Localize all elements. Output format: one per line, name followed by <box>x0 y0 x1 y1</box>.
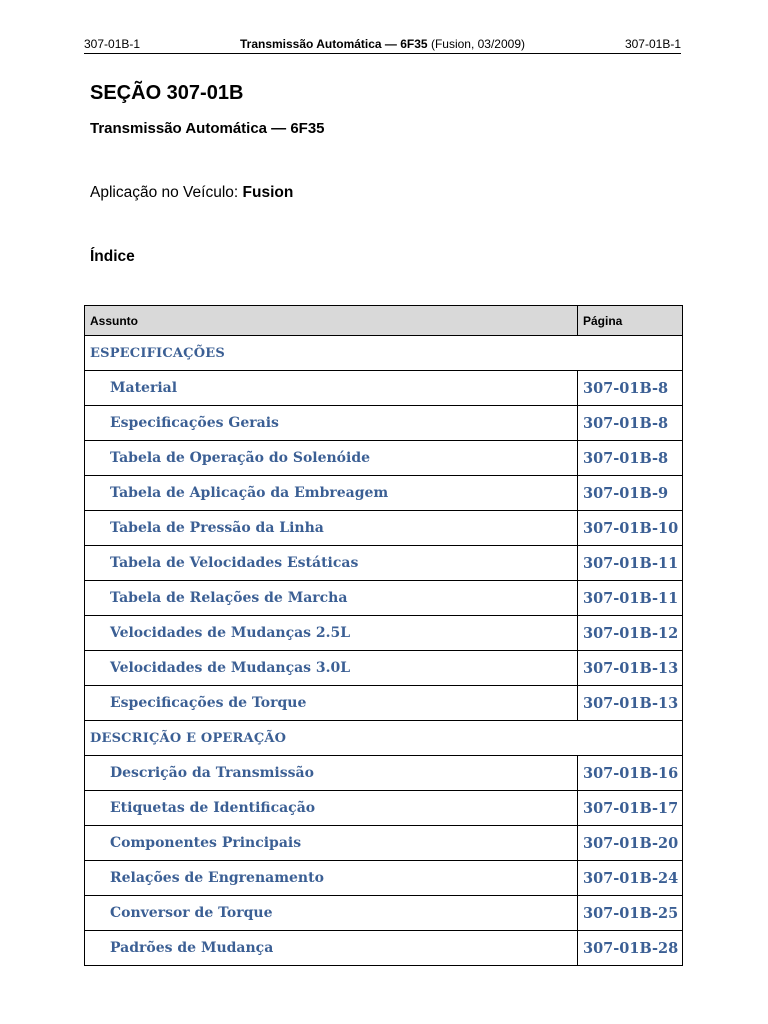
vehicle-application-value: Fusion <box>242 184 294 201</box>
section-subtitle: Transmissão Automática — 6F35 <box>90 120 325 137</box>
toc-entry-subject <box>85 546 578 581</box>
toc-entry-row <box>85 511 683 546</box>
toc-entry-row <box>85 581 683 616</box>
toc-category-row <box>85 336 683 371</box>
toc-page-link[interactable]: 307-01B-10 <box>583 519 679 537</box>
toc-entry-link-tabela-de-velocidades-estaticas[interactable]: Tabela de Velocidades Estáticas <box>110 555 359 571</box>
toc-entry-subject <box>85 371 578 406</box>
toc-entry-page <box>578 931 683 966</box>
header-divider <box>84 53 681 54</box>
toc-entry-row <box>85 686 683 721</box>
section-title: SEÇÃO 307-01B <box>90 82 244 104</box>
toc-entry-row <box>85 371 683 406</box>
toc-entry-page <box>578 651 683 686</box>
toc-entry-page <box>578 371 683 406</box>
toc-entry-row <box>85 476 683 511</box>
toc-entry-link-especificacoes-de-torque[interactable]: Especificações de Torque <box>110 695 307 711</box>
toc-entry-link-especificacoes-gerais[interactable]: Especificações Gerais <box>110 415 279 431</box>
toc-page-link[interactable]: 307-01B-8 <box>583 414 669 432</box>
toc-page-link[interactable]: 307-01B-28 <box>583 939 679 957</box>
toc-entry-link-velocidades-de-mudancas-2-5l[interactable]: Velocidades de Mudanças 2.5L <box>110 625 351 641</box>
toc-entry-row <box>85 756 683 791</box>
toc-entry-page <box>578 581 683 616</box>
toc-entry-page <box>578 511 683 546</box>
toc-entry-page <box>578 861 683 896</box>
toc-page-link[interactable]: 307-01B-8 <box>583 449 669 467</box>
toc-entry-subject <box>85 476 578 511</box>
toc-page-link[interactable]: 307-01B-24 <box>583 869 679 887</box>
toc-entry-page <box>578 616 683 651</box>
toc-category-row <box>85 721 683 756</box>
toc-category-link[interactable]: ESPECIFICAÇÕES <box>90 345 225 361</box>
toc-header-row <box>85 306 683 336</box>
toc-entry-page <box>578 441 683 476</box>
toc-entry-subject <box>85 791 578 826</box>
index-title: Índice <box>90 248 135 265</box>
toc-entry-subject <box>85 931 578 966</box>
toc-page-link[interactable]: 307-01B-11 <box>583 554 679 572</box>
toc-page-link[interactable]: 307-01B-20 <box>583 834 679 852</box>
toc-entry-row <box>85 826 683 861</box>
toc-entry-subject <box>85 826 578 861</box>
toc-entry-row <box>85 896 683 931</box>
toc-page-link[interactable]: 307-01B-16 <box>583 764 679 782</box>
toc-entry-subject <box>85 441 578 476</box>
toc-entry-subject <box>85 896 578 931</box>
toc-entry-subject <box>85 861 578 896</box>
toc-entry-link-tabela-de-operacao-do-solenoide[interactable]: Tabela de Operação do Solenóide <box>110 450 371 466</box>
toc-entry-page <box>578 826 683 861</box>
header-page-number-left: 307-01B-1 <box>84 37 141 51</box>
toc-entry-link-tabela-de-pressao-da-linha[interactable]: Tabela de Pressão da Linha <box>110 520 324 536</box>
toc-entry-page <box>578 791 683 826</box>
toc-entry-row <box>85 546 683 581</box>
toc-entry-row <box>85 441 683 476</box>
toc-page-link[interactable]: 307-01B-25 <box>583 904 679 922</box>
toc-entry-page <box>578 546 683 581</box>
header-title-detail: (Fusion, 03/2009) <box>427 37 525 51</box>
toc-page-link[interactable]: 307-01B-12 <box>583 624 679 642</box>
toc-entry-subject <box>85 581 578 616</box>
toc-entry-subject <box>85 651 578 686</box>
toc-entry-page <box>578 686 683 721</box>
toc-entry-link-velocidades-de-mudancas-3-0l[interactable]: Velocidades de Mudanças 3.0L <box>110 660 351 676</box>
header-page-number-right: 307-01B-1 <box>624 37 681 51</box>
toc-entry-subject <box>85 511 578 546</box>
toc-entry-link-padroes-de-mudanca[interactable]: Padrões de Mudança <box>110 940 274 956</box>
toc-table <box>84 305 683 966</box>
toc-entry-link-conversor-de-torque[interactable]: Conversor de Torque <box>110 905 273 921</box>
toc-entry-link-descricao-da-transmissao[interactable]: Descrição da Transmissão <box>110 765 314 781</box>
toc-entry-subject <box>85 686 578 721</box>
toc-entry-row <box>85 931 683 966</box>
header-title <box>84 36 681 52</box>
toc-entry-page <box>578 406 683 441</box>
toc-category-especificacoes <box>85 336 683 371</box>
toc-header-page: Página <box>578 306 683 336</box>
toc-category-descricao-e-operacao <box>85 721 683 756</box>
toc-entry-link-tabela-de-aplicacao-da-embreagem[interactable]: Tabela de Aplicação da Embreagem <box>110 485 389 501</box>
toc-entry-row <box>85 406 683 441</box>
toc-entry-subject <box>85 406 578 441</box>
vehicle-application <box>90 183 293 203</box>
header-title-bold: Transmissão Automática — 6F35 <box>239 37 428 51</box>
toc-page-link[interactable]: 307-01B-13 <box>583 659 679 677</box>
toc-entry-link-componentes-principais[interactable]: Componentes Principais <box>110 835 302 851</box>
toc-body <box>85 336 683 966</box>
toc-page-link[interactable]: 307-01B-13 <box>583 694 679 712</box>
toc-entry-subject <box>85 616 578 651</box>
toc-entry-page <box>578 896 683 931</box>
toc-entry-link-relacoes-de-engrenamento[interactable]: Relações de Engrenamento <box>110 870 324 886</box>
toc-entry-subject <box>85 756 578 791</box>
toc-entry-row <box>85 791 683 826</box>
toc-category-link[interactable]: DESCRIÇÃO E OPERAÇÃO <box>90 730 287 746</box>
toc-page-link[interactable]: 307-01B-17 <box>583 799 679 817</box>
page-header <box>84 36 681 52</box>
toc-page-link[interactable]: 307-01B-11 <box>583 589 679 607</box>
vehicle-application-label: Aplicação no Veículo: <box>90 184 243 201</box>
toc-page-link[interactable]: 307-01B-9 <box>583 484 669 502</box>
toc-entry-page <box>578 756 683 791</box>
toc-entry-row <box>85 861 683 896</box>
toc-entry-link-material[interactable]: Material <box>110 380 178 396</box>
toc-entry-link-etiquetas-de-identificacao[interactable]: Etiquetas de Identificação <box>110 800 316 816</box>
toc-entry-row <box>85 616 683 651</box>
toc-page-link[interactable]: 307-01B-8 <box>583 379 669 397</box>
toc-entry-page <box>578 476 683 511</box>
toc-entry-row <box>85 651 683 686</box>
toc-header-subject: Assunto <box>85 306 578 336</box>
toc-entry-link-tabela-de-relacoes-de-marcha[interactable]: Tabela de Relações de Marcha <box>110 590 348 606</box>
